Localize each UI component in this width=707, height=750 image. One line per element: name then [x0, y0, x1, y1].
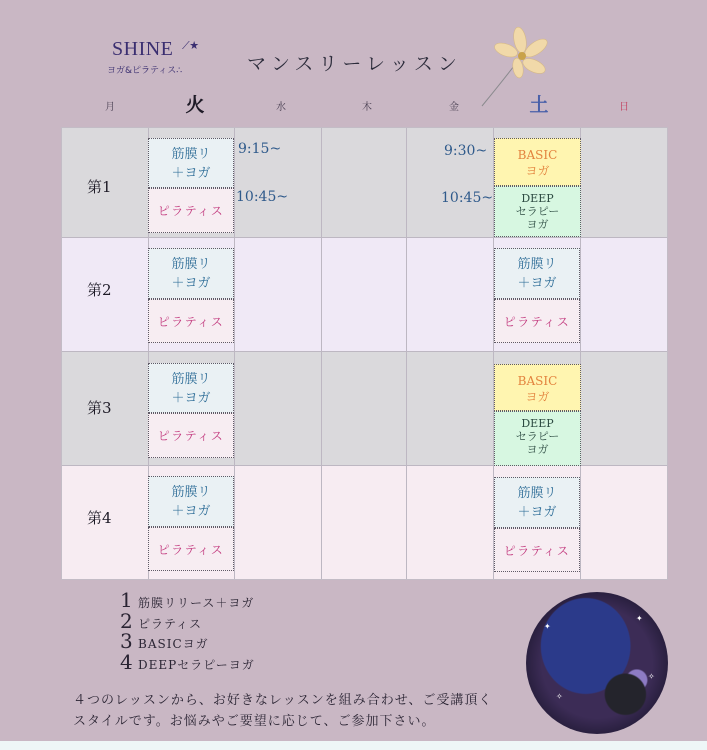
column-divider: [321, 127, 322, 579]
lesson-fascia-yoga[interactable]: [494, 477, 580, 528]
lesson-fascia-yoga[interactable]: [148, 476, 234, 527]
lesson-line: 筋膜リ: [171, 372, 211, 387]
lesson-fascia-yoga[interactable]: [148, 363, 234, 413]
lesson-line: 筋膜リ: [171, 257, 211, 272]
lesson-line: DEEP: [521, 192, 554, 205]
day-sat: 土: [529, 94, 549, 116]
lesson-line: セラピー: [515, 205, 560, 218]
week-label-1: 第1: [87, 178, 112, 196]
lesson-line: ＋ヨガ: [517, 276, 557, 291]
lesson-fascia-yoga[interactable]: [494, 248, 580, 299]
lesson-fascia-yoga[interactable]: [148, 138, 234, 188]
time-fri-1: 9:30~: [444, 143, 488, 159]
sparkle-icon: ✧: [648, 672, 655, 681]
lesson-basic-yoga[interactable]: [494, 364, 581, 411]
day-thu: 木: [362, 102, 372, 113]
lesson-line: BASIC: [517, 374, 558, 388]
lesson-pilates[interactable]: ピラティス: [148, 188, 234, 233]
legend-label: 筋膜リリース＋ヨガ: [138, 596, 255, 610]
week-label-3: 第3: [87, 399, 112, 417]
lesson-line: ヨガ: [526, 443, 549, 456]
sparkle-icon: ✧: [556, 692, 563, 701]
sparkle-icon: ✦: [544, 622, 551, 631]
day-sun: 日: [619, 102, 629, 113]
lesson-line: ＋ヨガ: [517, 505, 557, 520]
lesson-pilates[interactable]: ピラティス: [494, 528, 580, 572]
bottom-strip: [0, 741, 707, 750]
lesson-line: BASIC: [517, 148, 558, 162]
lesson-line: ヨガ: [525, 390, 550, 404]
lesson-basic-yoga[interactable]: [494, 138, 581, 186]
legend-label: BASICヨガ: [138, 637, 209, 651]
time-fri-2: 10:45~: [441, 190, 494, 206]
lesson-deep-therapy-yoga[interactable]: [494, 411, 581, 466]
lesson-line: セラピー: [515, 430, 560, 443]
lesson-line: 筋膜リ: [171, 147, 211, 162]
day-tue: 火: [185, 94, 205, 116]
lesson-line: ＋ヨガ: [171, 166, 211, 181]
column-divider: [234, 127, 235, 579]
lesson-deep-therapy-yoga[interactable]: [494, 186, 581, 237]
legend-number: 2: [120, 608, 133, 633]
lesson-pilates[interactable]: ピラティス: [148, 527, 234, 571]
logo-text: SHINE: [112, 38, 174, 60]
description-text: [73, 690, 533, 732]
lesson-line: DEEP: [521, 417, 554, 430]
logo-subtitle: ヨガ&ピラティス∴: [107, 66, 183, 76]
lesson-line: ＋ヨガ: [171, 504, 211, 519]
legend-number: 4: [120, 649, 133, 674]
day-wed: 水: [276, 102, 286, 113]
time-tue-1: 9:15~: [238, 141, 282, 157]
description-line: ４つのレッスンから、お好きなレッスンを組み合わせ、ご受講頂く: [73, 693, 493, 708]
lesson-pilates[interactable]: ピラティス: [494, 299, 580, 343]
lesson-line: ヨガ: [526, 218, 549, 231]
lesson-line: 筋膜リ: [171, 485, 211, 500]
legend-label: ピラティス: [138, 616, 203, 631]
sparkle-icon: ✦: [636, 614, 643, 623]
legend-number: 3: [120, 629, 133, 653]
week-label-2: 第2: [87, 281, 112, 299]
day-fri: 金: [449, 102, 459, 113]
day-mon: 月: [105, 102, 115, 113]
legend-label: DEEPセラピーヨガ: [138, 657, 255, 672]
time-tue-2: 10:45~: [236, 189, 289, 205]
lesson-line: ＋ヨガ: [171, 276, 211, 291]
lesson-line: ＋ヨガ: [171, 391, 211, 406]
yoga-bolster-photo: [526, 592, 668, 734]
week-label-4: 第4: [87, 509, 112, 527]
lesson-pilates[interactable]: ピラティス: [148, 299, 234, 343]
lesson-fascia-yoga[interactable]: [148, 248, 234, 299]
description-line: スタイルです。お悩みやご要望に応じて、ご参加下さい。: [73, 714, 436, 729]
shine-logo: [106, 38, 216, 80]
logo-star-icon: ⟋★: [182, 39, 199, 52]
lesson-line: 筋膜リ: [517, 257, 557, 272]
legend-number: 1: [120, 588, 133, 612]
column-divider: [406, 127, 407, 579]
lesson-line: 筋膜リ: [517, 486, 557, 501]
lesson-line: ヨガ: [525, 164, 550, 178]
page-title: マンスリーレッスン: [247, 53, 462, 75]
lesson-pilates[interactable]: ピラティス: [148, 413, 234, 458]
